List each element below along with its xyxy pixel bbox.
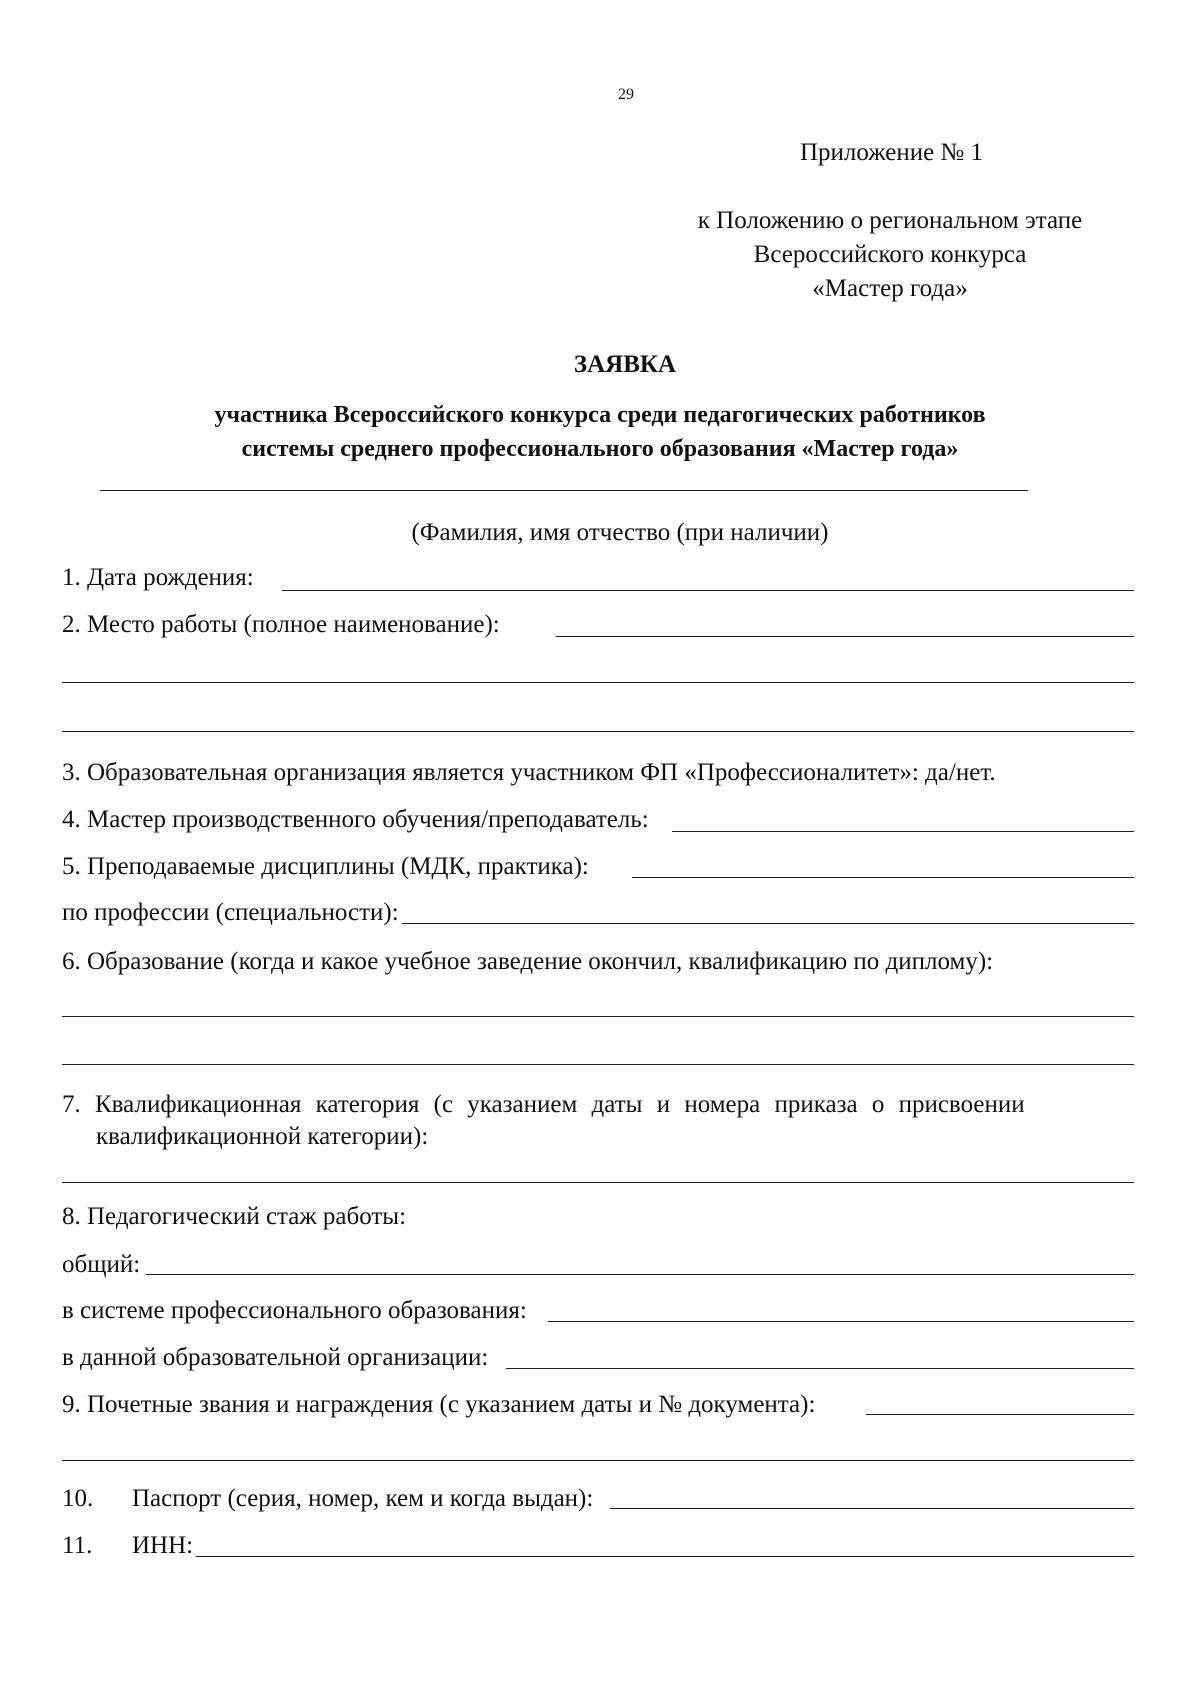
- field-category-label-1: 7. Квалификационная категория (с указанием даты и номера приказа о присвоении: [62, 1091, 1025, 1118]
- field-workplace-label: 2. Место работы (полное наименование):: [62, 611, 500, 638]
- page-number: 29: [618, 86, 634, 103]
- birth-date-line[interactable]: [282, 590, 1134, 591]
- document-title: ЗАЯВКА: [573, 351, 677, 378]
- awards-line-2[interactable]: [62, 1460, 1134, 1461]
- field-awards-label: 9. Почетные звания и награждения (с указанием даты и № документа):: [62, 1391, 816, 1418]
- field-inn-label: ИНН:: [132, 1532, 194, 1559]
- name-line[interactable]: [100, 490, 1028, 491]
- document-subtitle-1: участника Всероссийского конкурса среди педагогических работников: [214, 402, 986, 428]
- workplace-line-2[interactable]: [62, 682, 1134, 683]
- education-line-1[interactable]: [62, 1016, 1134, 1017]
- name-caption: (Фамилия, имя отчество (при наличии): [411, 519, 829, 546]
- field-education-label: 6. Образование (когда и какое учебное заведение окончил, квалификацию по диплому):: [62, 948, 994, 975]
- field-professionalitet-label: 3. Образовательная организация является участником ФП «Профессионалитет»: да/нет.: [62, 759, 996, 786]
- appendix-line-1: к Положению о региональном этапе: [697, 207, 1083, 234]
- field-position-label: 4. Мастер производственного обучения/преподаватель:: [62, 806, 649, 833]
- field-birth-date-label: 1. Дата рождения:: [62, 564, 254, 591]
- field-passport-label: Паспорт (серия, номер, кем и когда выдан):: [132, 1485, 594, 1512]
- field-inn-number: 11.: [62, 1532, 93, 1559]
- category-line[interactable]: [62, 1182, 1134, 1183]
- field-passport-number: 10.: [62, 1485, 94, 1512]
- experience-org-line[interactable]: [506, 1368, 1134, 1369]
- passport-line[interactable]: [610, 1508, 1134, 1509]
- document-subtitle-2: системы среднего профессионального образования «Мастер года»: [241, 436, 959, 462]
- workplace-line-1[interactable]: [556, 636, 1134, 637]
- field-experience-total-label: общий:: [62, 1251, 141, 1278]
- field-profession-label: по профессии (специальности):: [62, 899, 399, 926]
- field-experience-org-label: в данной образовательной организации:: [62, 1344, 489, 1371]
- position-line[interactable]: [672, 831, 1134, 832]
- field-disciplines-label: 5. Преподаваемые дисциплины (МДК, практика):: [62, 853, 589, 880]
- profession-line[interactable]: [402, 923, 1134, 924]
- field-experience-label: 8. Педагогический стаж работы:: [62, 1203, 407, 1230]
- awards-line-1[interactable]: [866, 1414, 1134, 1415]
- experience-system-line[interactable]: [548, 1321, 1134, 1322]
- workplace-line-3[interactable]: [62, 731, 1134, 732]
- appendix-line-3: «Мастер года»: [812, 275, 968, 302]
- inn-line[interactable]: [196, 1556, 1134, 1557]
- disciplines-line[interactable]: [632, 877, 1134, 878]
- experience-total-line[interactable]: [146, 1274, 1134, 1275]
- field-experience-system-label: в системе профессионального образования:: [62, 1297, 527, 1324]
- field-category-label-2: квалификационной категории):: [96, 1123, 429, 1150]
- education-line-2[interactable]: [62, 1064, 1134, 1065]
- appendix-line-2: Всероссийского конкурса: [753, 241, 1027, 268]
- appendix-title: Приложение № 1: [800, 139, 984, 166]
